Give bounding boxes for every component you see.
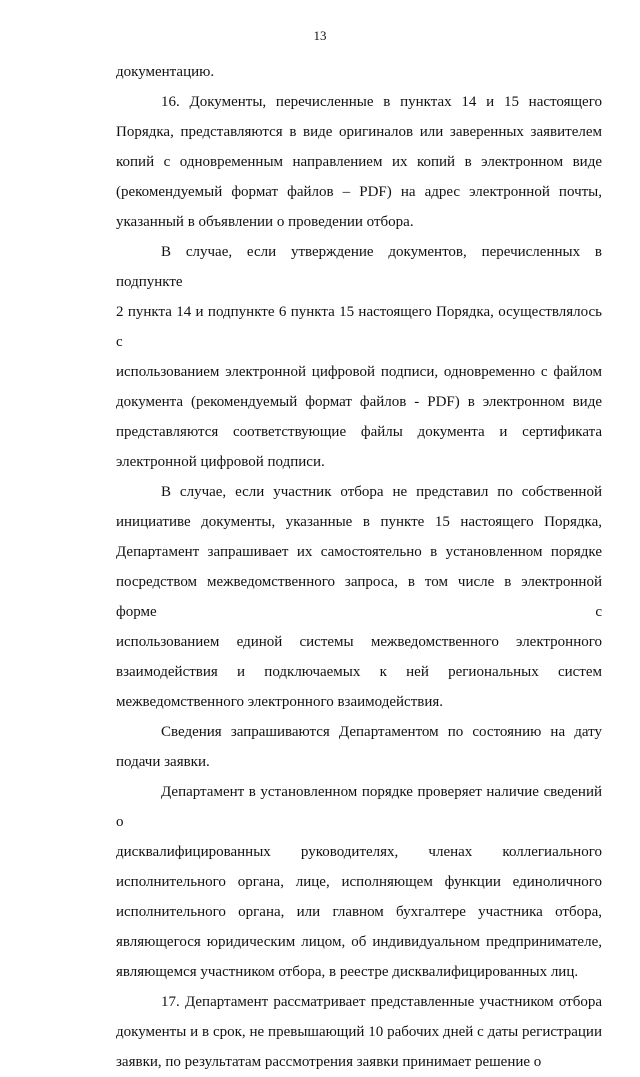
text-line: межведомственного электронного взаимодействия. bbox=[116, 694, 444, 710]
text-line: Департамент в установленном порядке проверяет наличие сведений о bbox=[116, 784, 602, 830]
text-line: документы и в срок, не превышающий 10 рабочих дней с даты регистрации bbox=[116, 1024, 602, 1040]
text-line: посредством межведомственного запроса, в том числе в электронной форме с bbox=[116, 574, 602, 620]
text-line: копий с одновременным направлением их копий в электронном виде bbox=[116, 154, 602, 170]
paragraph bbox=[116, 777, 602, 987]
page-number: 13 bbox=[313, 28, 327, 43]
text-line: Департамент запрашивает их самостоятельно в установленном порядке bbox=[116, 544, 602, 560]
text-line: 16. Документы, перечисленные в пунктах 14 и 15 настоящего bbox=[161, 94, 602, 110]
paragraph bbox=[116, 87, 602, 237]
text-line: В случае, если утверждение документов, перечисленных в подпункте bbox=[116, 244, 602, 290]
text-line: Сведения запрашиваются Департаментом по состоянию на дату bbox=[161, 724, 602, 740]
paragraph bbox=[116, 987, 602, 1077]
text-line: документа (рекомендуемый формат файлов - PDF) в электронном виде bbox=[116, 394, 602, 410]
text-line: являющемся участником отбора, в реестре дисквалифицированных лиц. bbox=[116, 964, 579, 980]
text-line: использованием электронной цифровой подписи, одновременно с файлом bbox=[116, 364, 602, 380]
text-line: документацию. bbox=[116, 64, 215, 80]
text-line: 2 пункта 14 и подпункте 6 пункта 15 настоящего Порядка, осуществлялось с bbox=[116, 304, 602, 350]
paragraph bbox=[116, 57, 602, 87]
text-line: представляются соответствующие файлы документа и сертификата bbox=[116, 424, 602, 440]
text-line: Порядка, представляются в виде оригиналов или заверенных заявителем bbox=[116, 124, 602, 140]
paragraph bbox=[116, 717, 602, 777]
text-line: электронной цифровой подписи. bbox=[116, 454, 325, 470]
text-line: 17. Департамент рассматривает представленные участником отбора bbox=[161, 994, 602, 1010]
paragraph bbox=[116, 237, 602, 477]
text-line: использованием единой системы межведомственного электронного bbox=[116, 634, 602, 650]
text-line: (рекомендуемый формат файлов – PDF) на адрес электронной почты, bbox=[116, 184, 602, 200]
text-line: подачи заявки. bbox=[116, 754, 210, 770]
document-body bbox=[116, 57, 602, 1077]
text-line: исполнительного органа, лице, исполняющем функции единоличного bbox=[116, 874, 602, 890]
text-line: заявки, по результатам рассмотрения заявки принимает решение о bbox=[116, 1054, 542, 1070]
text-line: В случае, если участник отбора не представил по собственной bbox=[161, 484, 602, 500]
text-line: взаимодействия и подключаемых к ней региональных систем bbox=[116, 664, 602, 680]
text-line: указанный в объявлении о проведении отбора. bbox=[116, 214, 414, 230]
text-line: дисквалифицированных руководителях, членах коллегиального bbox=[116, 844, 602, 860]
text-line: исполнительного органа, или главном бухгалтере участника отбора, bbox=[116, 904, 602, 920]
paragraph bbox=[116, 477, 602, 717]
text-line: инициативе документы, указанные в пункте 15 настоящего Порядка, bbox=[116, 514, 602, 530]
text-line: являющегося юридическим лицом, об индивидуальном предпринимателе, bbox=[116, 934, 602, 950]
